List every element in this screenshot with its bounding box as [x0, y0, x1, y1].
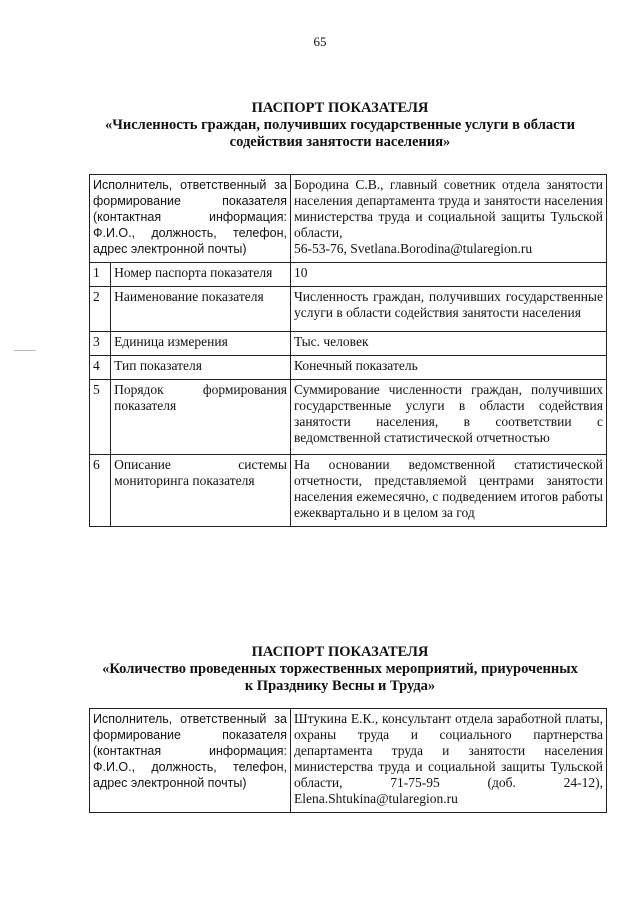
row-label: Тип показателя	[111, 356, 291, 380]
row-number: 2	[90, 287, 111, 332]
row-value: 10	[291, 263, 607, 287]
row-label: Порядок формирования показателя	[111, 380, 291, 455]
executor-label: Исполнитель, ответственный за формирование показателя (контактная информация: Ф.И.О., должность, телефон, адрес электронной почты)	[90, 709, 291, 813]
executor-value: Штукина Е.К., консультант отдела заработной платы, охраны труда и социального партнерства департамента труда и занятости населения министерства труда и социальной защиты Тульской области, 71-75-95 (доб. 24-12), Elena.Shtukina@tularegion.ru	[291, 709, 607, 813]
passport-1-heading: ПАСПОРТ ПОКАЗАТЕЛЯ	[251, 100, 429, 116]
row-value: Тыс. человек	[291, 332, 607, 356]
passport-2-subtitle-line2: к Празднику Весны и Труда»	[244, 678, 436, 694]
table-row	[90, 455, 607, 527]
row-label: Описание системы мониторинга показателя	[111, 455, 291, 527]
row-label: Наименование показателя	[111, 287, 291, 332]
table-row	[90, 380, 607, 455]
passport-2-subtitle-line1: «Количество проведенных торжественных мероприятий, приуроченных	[102, 661, 578, 677]
executor-row	[90, 709, 607, 813]
passport-1-title	[60, 100, 620, 151]
row-number: 3	[90, 332, 111, 356]
margin-mark	[14, 350, 36, 351]
row-label: Номер паспорта показателя	[111, 263, 291, 287]
row-value: Численность граждан, получивших государственные услуги в области содействия занятости населения	[291, 287, 607, 332]
passport-2-heading: ПАСПОРТ ПОКАЗАТЕЛЯ	[251, 644, 429, 660]
page-number: 65	[313, 34, 327, 49]
row-number: 4	[90, 356, 111, 380]
passport-1-subtitle-line2: содействия занятости населения»	[229, 134, 451, 150]
executor-value: Бородина С.В., главный советник отдела занятости населения департамента труда и занятости населения министерства труда и социальной защиты Тульской области, 56-53-76, Svetlana.Borodina@tularegion.ru	[291, 175, 607, 263]
table-row	[90, 332, 607, 356]
row-label: Единица измерения	[111, 332, 291, 356]
passport-2-title	[60, 644, 620, 695]
passport-1-subtitle-line1: «Численность граждан, получивших государственные услуги в области	[105, 117, 575, 133]
executor-label: Исполнитель, ответственный за формирование показателя (контактная информация: Ф.И.О., должность, телефон, адрес электронной почты)	[90, 175, 291, 263]
row-value: Суммирование численности граждан, получивших государственные услуги в области содействия занятости населения, в соответствии с ведомственной статистической отчетностью	[291, 380, 607, 455]
passport-2-table	[89, 708, 607, 813]
row-number: 1	[90, 263, 111, 287]
row-value: На основании ведомственной статистической отчетности, представляемой центрами занятости населения ежемесячно, с подведением итогов работы ежеквартально и в целом за год	[291, 455, 607, 527]
row-number: 5	[90, 380, 111, 455]
table-row	[90, 356, 607, 380]
table-row	[90, 287, 607, 332]
executor-row	[90, 175, 607, 263]
passport-1-table	[89, 174, 607, 527]
row-value: Конечный показатель	[291, 356, 607, 380]
table-row	[90, 263, 607, 287]
row-number: 6	[90, 455, 111, 527]
